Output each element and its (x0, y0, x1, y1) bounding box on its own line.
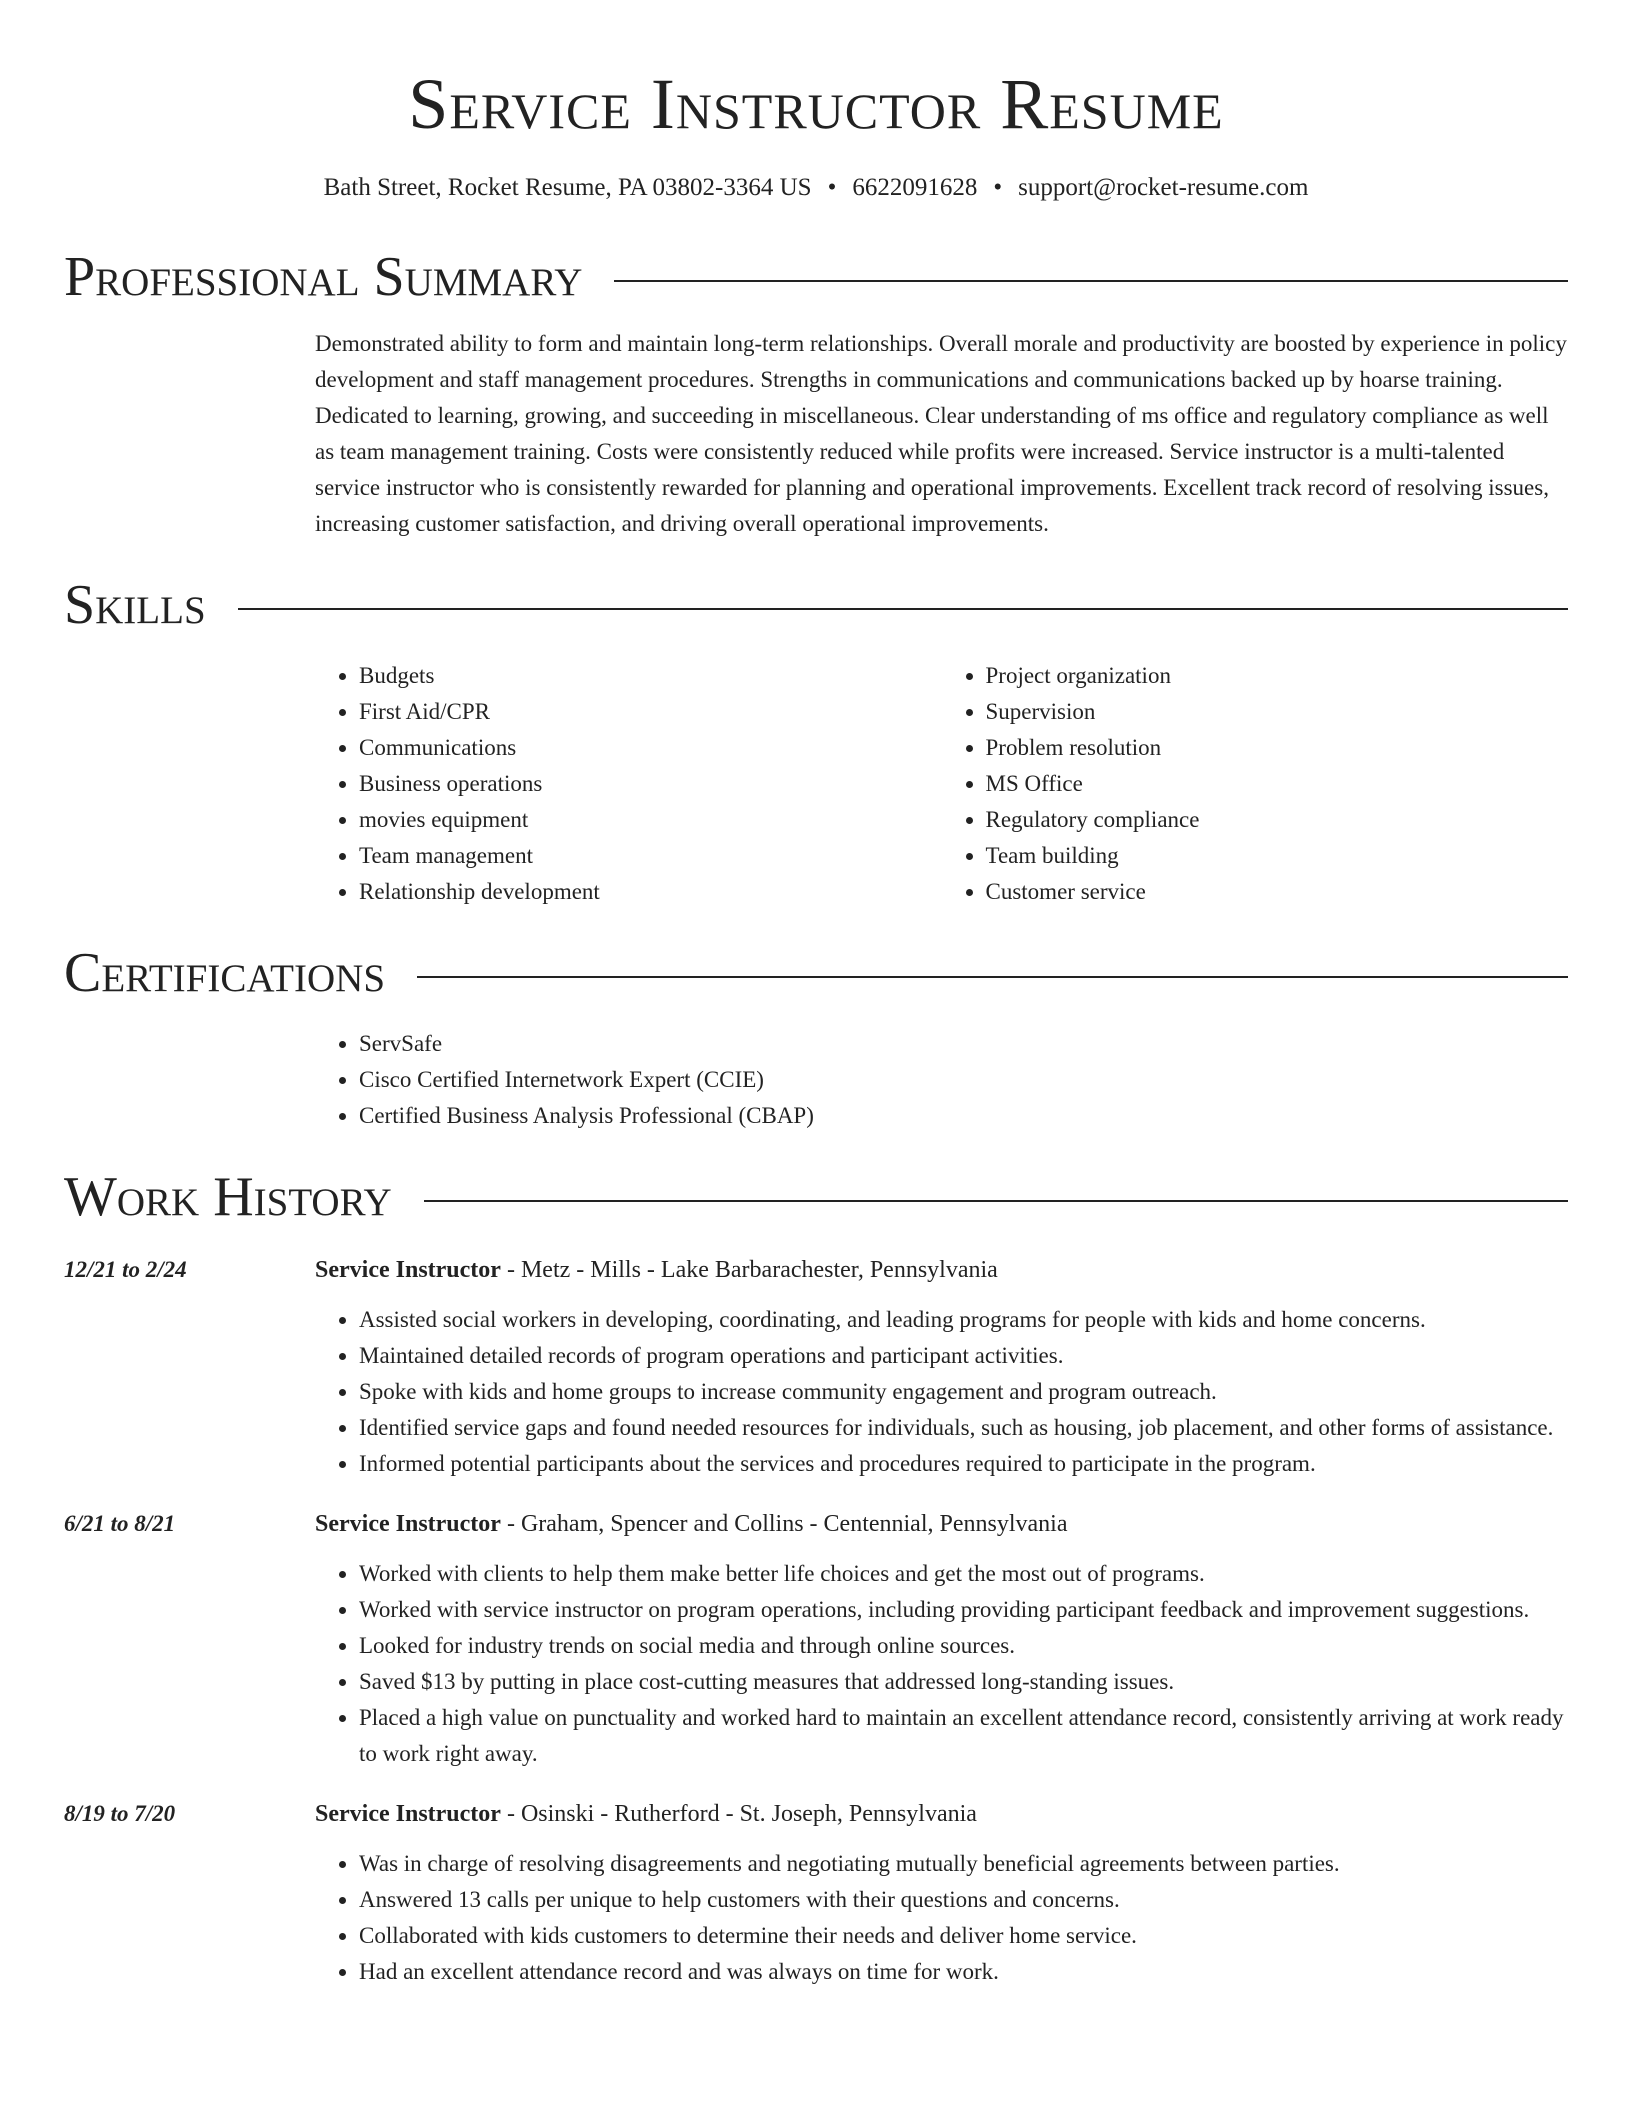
list-item: • Answered 13 calls per unique to help customers with their questions and concerns. (359, 1882, 1568, 1918)
job-title: Service Instructor (315, 1801, 501, 1827)
job-body (315, 1506, 1568, 1772)
job-dates: 12/21 to 2/24 (64, 1257, 187, 1282)
section-title: Certifications (64, 942, 386, 1004)
job-heading (315, 1506, 1568, 1542)
section-title: Skills (64, 574, 206, 636)
job-title: Service Instructor (315, 1257, 501, 1283)
list-item: • First Aid/CPR (359, 694, 942, 730)
job-title: Service Instructor (315, 1511, 501, 1537)
section-divider (424, 1200, 1568, 1202)
list-item: • Team building (986, 838, 1569, 874)
list-item: • MS Office (986, 766, 1569, 802)
section-title: Work History (64, 1166, 392, 1228)
list-item: • Saved $13 by putting in place cost-cutting measures that addressed long-standing issues. (359, 1664, 1568, 1700)
job-employer: - Osinski - Rutherford - St. Joseph, Pennsylvania (500, 1801, 977, 1827)
contact-address: Bath Street, Rocket Resume, PA 03802-3364 US (323, 174, 812, 201)
section-header-summary (64, 242, 1568, 312)
list-item: • ServSafe (359, 1026, 1568, 1062)
section-title: Professional Summary (64, 246, 583, 308)
skills-list (315, 658, 1568, 910)
contact-email[interactable]: support@rocket-resume.com (1018, 174, 1309, 201)
job-entry (64, 1252, 1568, 1482)
section-header-work-history (64, 1162, 1568, 1232)
list-item: • Maintained detailed records of program operations and participant activities. (359, 1338, 1568, 1374)
list-item: • Worked with service instructor on program operations, including providing participant feedback and improvement suggestions. (359, 1592, 1568, 1628)
job-heading (315, 1252, 1568, 1288)
list-item: • Certified Business Analysis Professional (CBAP) (359, 1098, 1568, 1134)
list-item: • Business operations (359, 766, 942, 802)
list-item: • Was in charge of resolving disagreements and negotiating mutually beneficial agreements between parties. (359, 1846, 1568, 1882)
contact-separator: • (827, 174, 837, 201)
list-item: • Had an excellent attendance record and was always on time for work. (359, 1954, 1568, 1990)
job-dates: 6/21 to 8/21 (64, 1511, 176, 1536)
job-body (315, 1796, 1568, 1990)
contact-phone: 6622091628 (852, 174, 978, 201)
list-item: • movies equipment (359, 802, 942, 838)
job-body (315, 1252, 1568, 1482)
job-employer: - Metz - Mills - Lake Barbarachester, Pennsylvania (500, 1257, 998, 1283)
job-employer: - Graham, Spencer and Collins - Centennial, Pennsylvania (500, 1511, 1068, 1537)
job-heading (315, 1796, 1568, 1832)
list-item: • Looked for industry trends on social media and through online sources. (359, 1628, 1568, 1664)
job-bullets (315, 1556, 1568, 1772)
list-item: • Customer service (986, 874, 1569, 910)
list-item: • Team management (359, 838, 942, 874)
contact-line (64, 170, 1568, 206)
list-item: • Placed a high value on punctuality and worked hard to maintain an excellent attendance record, consistently arriving at work ready to work right away. (359, 1700, 1568, 1772)
job-bullets (315, 1302, 1568, 1482)
list-item: • Budgets (359, 658, 942, 694)
list-item: • Project organization (986, 658, 1569, 694)
certifications-items (315, 1026, 1568, 1134)
skills-column-left (315, 658, 942, 910)
summary-text: Demonstrated ability to form and maintain long-term relationships. Overall morale and productivity are boosted by experience in policy development and staff management procedures. Strengths in communications and communications backed up by hoarse training. Dedicated to learning, growing, and succeeding in miscellaneous. Clear understanding of ms office and regulatory compliance as well as team management training. Costs were consistently reduced while profits were increased. Service instructor is a multi-talented service instructor who is consistently rewarded for planning and operational improvements. Excellent track record of resolving issues, increasing customer satisfaction, and driving overall operational improvements. (315, 331, 1567, 536)
skills-column-right (942, 658, 1569, 910)
list-item: • Problem resolution (986, 730, 1569, 766)
list-item: • Communications (359, 730, 942, 766)
contact-separator: • (993, 174, 1003, 201)
section-header-skills (64, 570, 1568, 640)
list-item: • Regulatory compliance (986, 802, 1569, 838)
job-entry (64, 1796, 1568, 1990)
section-divider (238, 608, 1568, 610)
certifications-list (315, 1026, 1568, 1134)
list-item: • Assisted social workers in developing, coordinating, and leading programs for people with kids and home concerns. (359, 1302, 1568, 1338)
section-divider (614, 280, 1568, 282)
job-bullets (315, 1846, 1568, 1990)
section-divider (417, 976, 1568, 978)
list-item: • Informed potential participants about the services and procedures required to participate in the program. (359, 1446, 1568, 1482)
work-history-list (64, 1252, 1568, 1990)
page-title: Service Instructor Resume (408, 64, 1224, 144)
section-header-certifications (64, 938, 1568, 1008)
job-dates: 8/19 to 7/20 (64, 1801, 176, 1826)
list-item: • Collaborated with kids customers to determine their needs and deliver home service. (359, 1918, 1568, 1954)
list-item: • Worked with clients to help them make better life choices and get the most out of programs. (359, 1556, 1568, 1592)
list-item: • Supervision (986, 694, 1569, 730)
list-item: • Spoke with kids and home groups to increase community engagement and program outreach. (359, 1374, 1568, 1410)
list-item: • Relationship development (359, 874, 942, 910)
list-item: • Identified service gaps and found needed resources for individuals, such as housing, job placement, and other forms of assistance. (359, 1410, 1568, 1446)
job-entry (64, 1506, 1568, 1772)
list-item: • Cisco Certified Internetwork Expert (CCIE) (359, 1062, 1568, 1098)
